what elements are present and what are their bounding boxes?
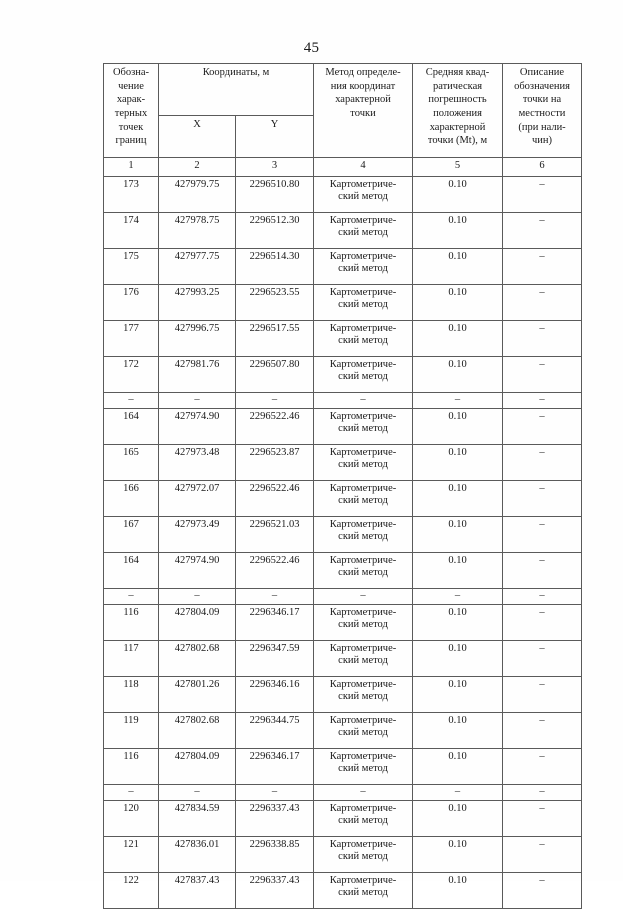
cell-mean-square-error: 0.10 <box>413 517 503 553</box>
method-line-2: ский метод <box>338 815 388 827</box>
method-line-1: Картометриче- <box>329 323 397 334</box>
cell-coordinate-x: 427973.48 <box>159 445 236 481</box>
cell-point-number: 116 <box>104 749 159 785</box>
cell-point-number: – <box>104 393 159 409</box>
method-line-1: Картометриче- <box>329 411 397 422</box>
cell-point-description: – <box>503 213 582 249</box>
method-line-2: ский метод <box>338 655 388 667</box>
cell-point-number: 116 <box>104 605 159 641</box>
cell-coordinate-x: 427836.01 <box>159 837 236 873</box>
cell-point-number: 165 <box>104 445 159 481</box>
method-line-1: Картометриче- <box>329 643 397 654</box>
column-number: 4 <box>314 158 413 177</box>
table-row <box>104 409 582 445</box>
table-row <box>104 445 582 481</box>
cell-mean-square-error: – <box>413 393 503 409</box>
header-line: Средняя квад- <box>425 67 490 78</box>
header-line: терных <box>114 107 148 119</box>
cell-point-number: 121 <box>104 837 159 873</box>
cell-coordinate-y: 2296512.30 <box>236 213 314 249</box>
method-line-1: – <box>360 590 366 601</box>
cell-coordinate-y: 2296521.03 <box>236 517 314 553</box>
column-number: 1 <box>104 158 159 177</box>
cell-mean-square-error: – <box>413 589 503 605</box>
cell-determination-method <box>314 873 413 909</box>
cell-mean-square-error: 0.10 <box>413 285 503 321</box>
table-row <box>104 285 582 321</box>
table-row <box>104 641 582 677</box>
cell-point-description: – <box>503 177 582 213</box>
header-line: характерной <box>429 121 486 133</box>
method-line-1: Картометриче- <box>329 607 397 618</box>
method-line-1: Картометриче- <box>329 751 397 762</box>
cell-coordinate-y: 2296346.17 <box>236 605 314 641</box>
table-row <box>104 677 582 713</box>
cell-point-number: – <box>104 589 159 605</box>
method-line-2: ский метод <box>338 459 388 471</box>
cell-coordinate-x: 427834.59 <box>159 801 236 837</box>
cell-coordinate-x: 427804.09 <box>159 605 236 641</box>
method-line-2: ский метод <box>338 531 388 543</box>
cell-determination-method <box>314 801 413 837</box>
method-line-1: Картометриче- <box>329 679 397 690</box>
cell-determination-method <box>314 321 413 357</box>
cell-coordinate-y: 2296337.43 <box>236 873 314 909</box>
cell-mean-square-error: 0.10 <box>413 445 503 481</box>
header-line: Обозна- <box>112 67 150 78</box>
table-row <box>104 249 582 285</box>
table-row <box>104 321 582 357</box>
method-line-1: Картометриче- <box>329 715 397 726</box>
cell-coordinate-x: 427993.25 <box>159 285 236 321</box>
cell-coordinate-y: 2296510.80 <box>236 177 314 213</box>
method-line-2: ский метод <box>338 763 388 775</box>
cell-mean-square-error: 0.10 <box>413 409 503 445</box>
table-row <box>104 357 582 393</box>
method-line-2: ский метод <box>338 263 388 275</box>
table-separator-row <box>104 589 582 605</box>
cell-point-description: – <box>503 357 582 393</box>
cell-point-description: – <box>503 249 582 285</box>
cell-coordinate-x: – <box>159 785 236 801</box>
method-line-1: Картометриче- <box>329 803 397 814</box>
cell-determination-method <box>314 249 413 285</box>
method-line-2: ский метод <box>338 191 388 203</box>
table-row <box>104 837 582 873</box>
cell-mean-square-error: 0.10 <box>413 321 503 357</box>
method-line-2: ский метод <box>338 567 388 579</box>
cell-determination-method <box>314 641 413 677</box>
cell-point-description: – <box>503 749 582 785</box>
cell-coordinate-x: 427974.90 <box>159 409 236 445</box>
method-line-1: Картометриче- <box>329 287 397 298</box>
header-line: чин) <box>532 135 553 147</box>
method-line-2: ский метод <box>338 887 388 899</box>
cell-coordinate-y: 2296346.16 <box>236 677 314 713</box>
cell-coordinate-y: 2296522.46 <box>236 409 314 445</box>
cell-coordinate-x: 427979.75 <box>159 177 236 213</box>
cell-coordinate-y: 2296344.75 <box>236 713 314 749</box>
cell-mean-square-error: 0.10 <box>413 357 503 393</box>
cell-coordinate-x: 427974.90 <box>159 553 236 589</box>
cell-coordinate-x: 427801.26 <box>159 677 236 713</box>
cell-coordinate-x: 427981.76 <box>159 357 236 393</box>
cell-determination-method <box>314 357 413 393</box>
method-line-1: Картометриче- <box>329 179 397 190</box>
table-row <box>104 873 582 909</box>
method-line-1: Картометриче- <box>329 359 397 370</box>
cell-point-number: 166 <box>104 481 159 517</box>
column-number: 2 <box>159 158 236 177</box>
cell-point-number: 172 <box>104 357 159 393</box>
column-number: 6 <box>503 158 582 177</box>
cell-coordinate-y: 2296522.46 <box>236 481 314 517</box>
cell-coordinate-x: 427972.07 <box>159 481 236 517</box>
cell-point-description: – <box>503 481 582 517</box>
header-line: погрешность <box>428 94 487 106</box>
method-line-1: Картометриче- <box>329 447 397 458</box>
header-line: точек <box>118 121 144 133</box>
cell-mean-square-error: 0.10 <box>413 837 503 873</box>
header-line: харак- <box>116 94 146 106</box>
cell-point-description: – <box>503 837 582 873</box>
cell-mean-square-error: 0.10 <box>413 801 503 837</box>
cell-determination-method <box>314 517 413 553</box>
table-row <box>104 713 582 749</box>
cell-mean-square-error: 0.10 <box>413 713 503 749</box>
cell-point-description: – <box>503 641 582 677</box>
header-line: Метод определе- <box>325 67 401 78</box>
cell-point-description: – <box>503 589 582 605</box>
table-row <box>104 213 582 249</box>
header-line: (при нали- <box>518 121 566 133</box>
table-row <box>104 553 582 589</box>
cell-determination-method <box>314 213 413 249</box>
method-line-2: ский метод <box>338 227 388 239</box>
cell-point-number: 167 <box>104 517 159 553</box>
method-line-2: ский метод <box>338 495 388 507</box>
cell-mean-square-error: 0.10 <box>413 749 503 785</box>
cell-point-number: 173 <box>104 177 159 213</box>
cell-coordinate-y: – <box>236 785 314 801</box>
cell-point-number: 164 <box>104 553 159 589</box>
header-line: характерной <box>335 94 391 106</box>
method-line-2: ский метод <box>338 619 388 631</box>
cell-coordinate-y: 2296507.80 <box>236 357 314 393</box>
cell-coordinate-y: 2296346.17 <box>236 749 314 785</box>
cell-point-description: – <box>503 873 582 909</box>
cell-point-description: – <box>503 605 582 641</box>
cell-determination-method <box>314 553 413 589</box>
column-number: 3 <box>236 158 314 177</box>
method-line-1: Картометриче- <box>329 875 397 886</box>
cell-point-number: 174 <box>104 213 159 249</box>
header-line: положения <box>433 107 482 119</box>
cell-mean-square-error: 0.10 <box>413 641 503 677</box>
header-line: обозначения <box>514 80 570 92</box>
cell-point-description: – <box>503 517 582 553</box>
method-line-1: – <box>360 394 366 405</box>
cell-coordinate-y: – <box>236 393 314 409</box>
header-line: границ <box>115 135 147 147</box>
table-row <box>104 801 582 837</box>
method-line-2: ский метод <box>338 299 388 311</box>
cell-mean-square-error: 0.10 <box>413 213 503 249</box>
cell-determination-method <box>314 605 413 641</box>
header-line: местности <box>518 107 566 119</box>
cell-coordinate-y: 2296337.43 <box>236 801 314 837</box>
page-number: 45 <box>303 40 320 56</box>
method-line-1: Картометриче- <box>329 251 397 262</box>
header-mean-square-error <box>413 64 503 158</box>
header-point-description <box>503 64 582 158</box>
cell-point-description: – <box>503 445 582 481</box>
cell-determination-method <box>314 785 413 801</box>
method-line-2: ский метод <box>338 423 388 435</box>
cell-mean-square-error: 0.10 <box>413 481 503 517</box>
cell-mean-square-error: 0.10 <box>413 677 503 713</box>
coordinates-table <box>103 63 582 909</box>
cell-determination-method <box>314 177 413 213</box>
method-line-2: ский метод <box>338 335 388 347</box>
cell-point-description: – <box>503 801 582 837</box>
table-body <box>104 177 582 909</box>
cell-mean-square-error: 0.10 <box>413 177 503 213</box>
cell-coordinate-x: 427996.75 <box>159 321 236 357</box>
header-line: точки <box>350 107 376 119</box>
header-line: точки на <box>522 94 562 106</box>
cell-point-number: 117 <box>104 641 159 677</box>
cell-coordinate-y: 2296517.55 <box>236 321 314 357</box>
cell-point-number: 176 <box>104 285 159 321</box>
cell-coordinate-x: 427973.49 <box>159 517 236 553</box>
cell-determination-method <box>314 749 413 785</box>
method-line-1: Картометриче- <box>329 519 397 530</box>
cell-coordinate-y: 2296523.87 <box>236 445 314 481</box>
method-line-1: Картометриче- <box>329 483 397 494</box>
cell-determination-method <box>314 837 413 873</box>
method-line-1: – <box>360 786 366 797</box>
table-separator-row <box>104 785 582 801</box>
cell-mean-square-error: 0.10 <box>413 605 503 641</box>
cell-coordinate-y: – <box>236 589 314 605</box>
cell-point-number: 120 <box>104 801 159 837</box>
header-x: X <box>159 116 236 158</box>
cell-point-description: – <box>503 713 582 749</box>
cell-coordinate-x: 427802.68 <box>159 641 236 677</box>
cell-determination-method <box>314 481 413 517</box>
header-point-designation <box>104 64 159 158</box>
method-line-1: Картометриче- <box>329 839 397 850</box>
cell-determination-method <box>314 285 413 321</box>
cell-coordinate-x: 427837.43 <box>159 873 236 909</box>
method-line-2: ский метод <box>338 851 388 863</box>
cell-point-number: – <box>104 785 159 801</box>
cell-determination-method <box>314 589 413 605</box>
cell-mean-square-error: – <box>413 785 503 801</box>
cell-determination-method <box>314 677 413 713</box>
header-coordinates-group: Координаты, м <box>159 64 314 116</box>
coordinates-table-container <box>103 63 581 909</box>
header-line: ратическая <box>432 80 483 92</box>
header-line: точки (Mt), м <box>427 135 488 147</box>
cell-coordinate-x: – <box>159 393 236 409</box>
cell-coordinate-y: 2296338.85 <box>236 837 314 873</box>
table-row <box>104 517 582 553</box>
table-row <box>104 177 582 213</box>
cell-point-number: 177 <box>104 321 159 357</box>
table-row <box>104 605 582 641</box>
method-line-2: ский метод <box>338 691 388 703</box>
cell-point-number: 119 <box>104 713 159 749</box>
header-line: Описание <box>519 67 565 78</box>
header-line: ния координат <box>330 80 396 92</box>
cell-mean-square-error: 0.10 <box>413 873 503 909</box>
cell-coordinate-x: 427804.09 <box>159 749 236 785</box>
cell-coordinate-x: 427978.75 <box>159 213 236 249</box>
table-header <box>104 64 582 177</box>
cell-determination-method <box>314 445 413 481</box>
cell-coordinate-x: 427802.68 <box>159 713 236 749</box>
cell-point-number: 118 <box>104 677 159 713</box>
cell-point-number: 164 <box>104 409 159 445</box>
column-number-row <box>104 158 582 177</box>
table-row <box>104 749 582 785</box>
cell-coordinate-y: 2296522.46 <box>236 553 314 589</box>
method-line-1: Картометриче- <box>329 215 397 226</box>
header-determination-method <box>314 64 413 158</box>
cell-coordinate-x: – <box>159 589 236 605</box>
cell-coordinate-y: 2296523.55 <box>236 285 314 321</box>
table-separator-row <box>104 393 582 409</box>
cell-coordinate-y: 2296514.30 <box>236 249 314 285</box>
cell-point-number: 122 <box>104 873 159 909</box>
cell-determination-method <box>314 393 413 409</box>
cell-point-description: – <box>503 409 582 445</box>
method-line-2: ский метод <box>338 371 388 383</box>
header-y: Y <box>236 116 314 158</box>
cell-coordinate-x: 427977.75 <box>159 249 236 285</box>
cell-mean-square-error: 0.10 <box>413 553 503 589</box>
cell-point-description: – <box>503 393 582 409</box>
cell-point-description: – <box>503 677 582 713</box>
cell-determination-method <box>314 713 413 749</box>
method-line-2: ский метод <box>338 727 388 739</box>
header-row-main <box>104 64 582 116</box>
cell-point-description: – <box>503 785 582 801</box>
cell-point-description: – <box>503 285 582 321</box>
cell-mean-square-error: 0.10 <box>413 249 503 285</box>
column-number: 5 <box>413 158 503 177</box>
cell-point-description: – <box>503 321 582 357</box>
cell-point-description: – <box>503 553 582 589</box>
cell-coordinate-y: 2296347.59 <box>236 641 314 677</box>
table-row <box>104 481 582 517</box>
header-line: чение <box>118 80 144 92</box>
cell-determination-method <box>314 409 413 445</box>
method-line-1: Картометриче- <box>329 555 397 566</box>
cell-point-number: 175 <box>104 249 159 285</box>
